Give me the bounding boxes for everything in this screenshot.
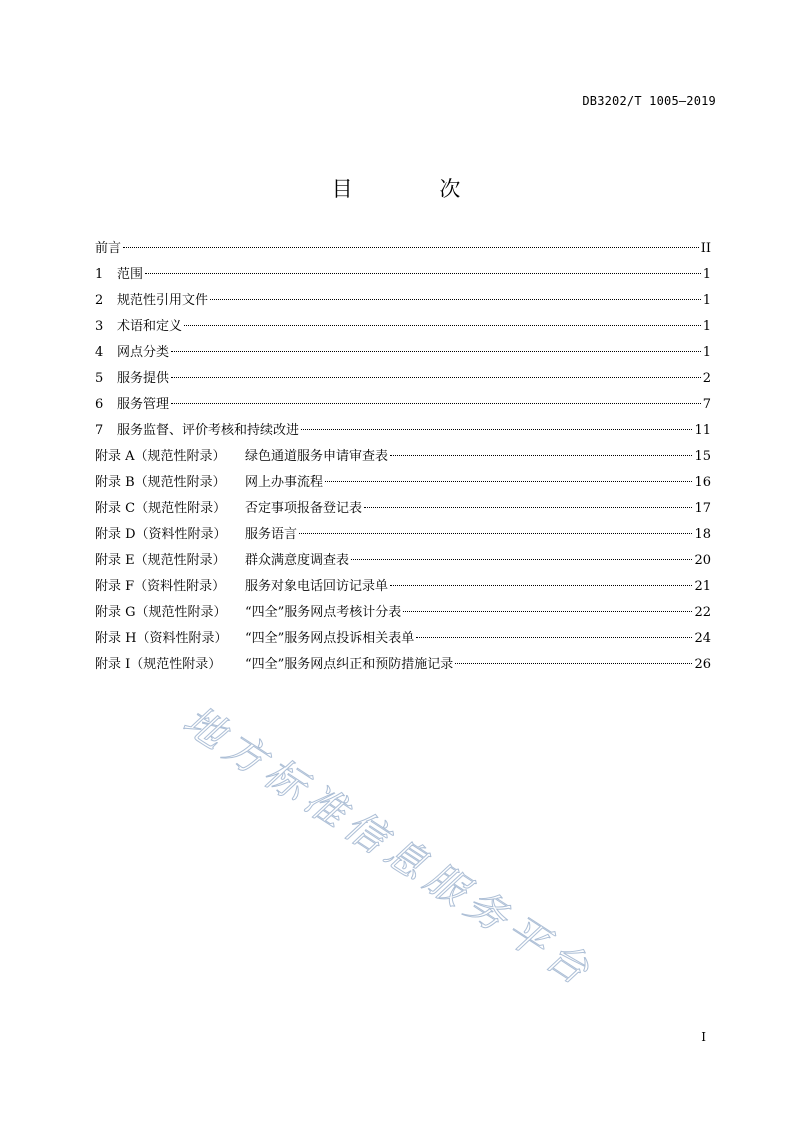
- toc-dot-leader: [171, 351, 701, 352]
- toc-entry-page: 17: [694, 501, 711, 516]
- toc-entry-title: 网上办事流程: [245, 475, 324, 490]
- toc-dot-leader: [210, 299, 701, 300]
- toc-entry-page: 1: [702, 293, 711, 308]
- toc-appendix-label: 附录 A（规范性附录）: [95, 449, 226, 464]
- toc-entry-number: 3: [95, 319, 104, 334]
- toc-entry-6[interactable]: [95, 392, 711, 418]
- toc-entry-page: 18: [694, 527, 711, 542]
- toc-entry-page: 24: [694, 631, 711, 646]
- toc-dot-leader: [416, 637, 692, 638]
- toc-entry-appendix-i[interactable]: [95, 652, 711, 678]
- toc-entry-page: 22: [694, 605, 711, 620]
- toc-dot-leader: [325, 481, 692, 482]
- toc-appendix-label: 附录 D（资料性附录）: [95, 527, 227, 542]
- toc-entry-number: 4: [95, 345, 104, 360]
- toc-dot-leader: [171, 403, 701, 404]
- toc-entry-appendix-b[interactable]: [95, 470, 711, 496]
- toc-dot-leader: [171, 377, 701, 378]
- toc-appendix-label: 附录 E（规范性附录）: [95, 553, 226, 568]
- toc-appendix-label: 附录 G（规范性附录）: [95, 605, 227, 620]
- toc-entry-2[interactable]: [95, 288, 711, 314]
- toc-entry-title: 服务提供: [117, 371, 170, 386]
- toc-entry-preface[interactable]: [95, 236, 711, 262]
- page-number: I: [701, 1030, 706, 1044]
- toc-dot-leader: [351, 559, 692, 560]
- toc-entry-title: 服务对象电话回访记录单: [245, 579, 389, 594]
- toc-entry-page: 11: [694, 423, 711, 438]
- toc-appendix-label: 附录 F（资料性附录）: [95, 579, 226, 594]
- toc-entry-title: 服务管理: [117, 397, 170, 412]
- toc-entry-title: 术语和定义: [117, 319, 183, 334]
- toc-entry-number: 1: [95, 267, 104, 282]
- toc-entry-title: 规范性引用文件: [117, 293, 209, 308]
- toc-appendix-label: 附录 H（资料性附录）: [95, 631, 228, 646]
- toc-entry-title: 服务语言: [245, 527, 298, 542]
- toc-dot-leader: [390, 455, 692, 456]
- toc-entry-appendix-d[interactable]: [95, 522, 711, 548]
- toc-entry-title: “四全”服务网点投诉相关表单: [245, 631, 415, 646]
- table-of-contents: [95, 236, 711, 678]
- toc-dot-leader: [403, 611, 692, 612]
- toc-appendix-label: 附录 I（规范性附录）: [95, 657, 222, 672]
- toc-entry-number: 6: [95, 397, 104, 412]
- toc-entry-title: “四全”服务网点考核计分表: [245, 605, 402, 620]
- toc-entry-page: 7: [702, 397, 711, 412]
- toc-entry-number: 5: [95, 371, 104, 386]
- toc-entry-page: 26: [694, 657, 711, 672]
- toc-entry-number: 2: [95, 293, 104, 308]
- toc-entry-page: 15: [694, 449, 711, 464]
- toc-dot-leader: [301, 429, 692, 430]
- toc-entry-title: 否定事项报备登记表: [245, 501, 363, 516]
- toc-entry-number: 7: [95, 423, 104, 438]
- toc-dot-leader: [299, 533, 692, 534]
- toc-appendix-label: 附录 C（规范性附录）: [95, 501, 227, 516]
- toc-entry-title: 绿色通道服务申请审查表: [245, 449, 389, 464]
- toc-dot-leader: [184, 325, 701, 326]
- toc-dot-leader: [123, 247, 699, 248]
- toc-entry-title: 范围: [117, 267, 144, 282]
- toc-entry-title: 网点分类: [117, 345, 170, 360]
- page-title: 目 次: [331, 177, 501, 201]
- toc-entry-page: 1: [702, 267, 711, 282]
- toc-dot-leader: [390, 585, 692, 586]
- toc-entry-page: 2: [702, 371, 711, 386]
- toc-entry-page: 1: [702, 345, 711, 360]
- toc-entry-title: 群众满意度调查表: [245, 553, 350, 568]
- toc-entry-appendix-h[interactable]: [95, 626, 711, 652]
- document-code: DB3202/T 1005—2019: [582, 94, 716, 108]
- toc-entry-5[interactable]: [95, 366, 711, 392]
- toc-entry-4[interactable]: [95, 340, 711, 366]
- toc-entry-appendix-f[interactable]: [95, 574, 711, 600]
- toc-entry-page: 20: [694, 553, 711, 568]
- toc-entry-appendix-a[interactable]: [95, 444, 711, 470]
- toc-appendix-label: 附录 B（规范性附录）: [95, 475, 226, 490]
- toc-entry-3[interactable]: [95, 314, 711, 340]
- toc-entry-page: 21: [694, 579, 711, 594]
- toc-dot-leader: [364, 507, 692, 508]
- toc-entry-7[interactable]: [95, 418, 711, 444]
- watermark: 地方标准信息服务平台: [175, 697, 603, 998]
- toc-dot-leader: [455, 663, 692, 664]
- toc-entry-title: 前言: [95, 241, 122, 256]
- toc-entry-page: 1: [702, 319, 711, 334]
- toc-entry-title: 服务监督、评价考核和持续改进: [117, 423, 300, 438]
- toc-dot-leader: [145, 273, 701, 274]
- toc-entry-title: “四全”服务网点纠正和预防措施记录: [245, 657, 454, 672]
- toc-entry-appendix-g[interactable]: [95, 600, 711, 626]
- toc-entry-appendix-e[interactable]: [95, 548, 711, 574]
- toc-entry-1[interactable]: [95, 262, 711, 288]
- toc-entry-appendix-c[interactable]: [95, 496, 711, 522]
- toc-entry-page: 16: [694, 475, 711, 490]
- toc-entry-page: II: [700, 241, 711, 256]
